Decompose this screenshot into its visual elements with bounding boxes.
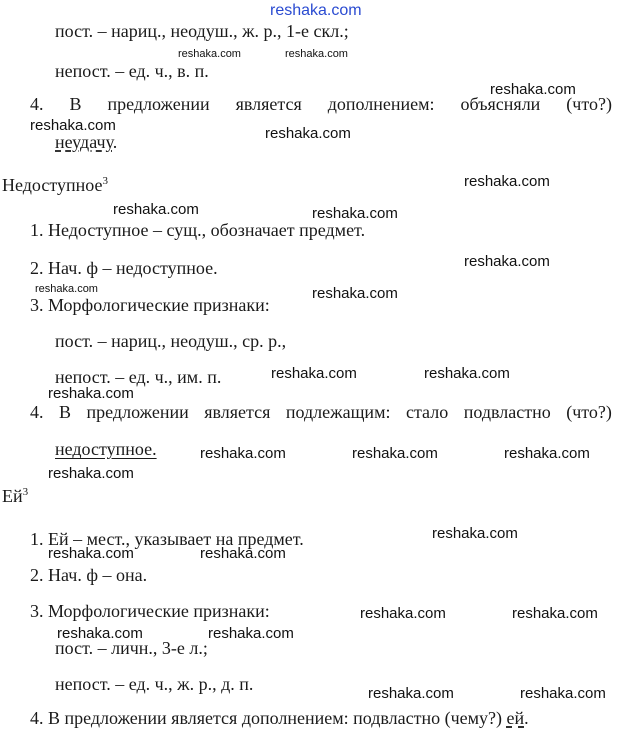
watermark: reshaka.com	[200, 445, 286, 462]
object-answer: неудачу	[55, 132, 113, 152]
watermark: reshaka.com	[200, 545, 286, 562]
watermark: reshaka.com	[490, 81, 576, 98]
watermark: reshaka.com	[30, 117, 116, 134]
item-2: 2. Нач. ф – недоступное.	[30, 258, 218, 278]
watermark: reshaka.com	[265, 125, 351, 142]
watermark: reshaka.com	[352, 445, 438, 462]
word: 4.	[30, 94, 44, 114]
word: В	[59, 402, 72, 422]
watermark: reshaka.com	[360, 605, 446, 622]
word: стало	[405, 402, 449, 422]
watermark: reshaka.com	[512, 605, 598, 622]
word: является	[204, 402, 271, 422]
watermark: reshaka.com	[504, 445, 590, 462]
item-4-answer-line: неудачу.	[55, 132, 118, 152]
item-4-sentence	[30, 401, 612, 423]
watermark: reshaka.com	[432, 525, 518, 542]
item-4-answer-line	[55, 438, 157, 460]
morph-nepost-line: непост. – ед. ч., в. п.	[55, 61, 209, 81]
item-3: 3. Морфологические признаки:	[30, 601, 270, 621]
word: (что?)	[566, 94, 612, 114]
watermark: reshaka.com	[271, 365, 357, 382]
item-1: 1. Недоступное – сущ., обозначает предмет.	[30, 220, 366, 240]
word-title: $Ей^3$	[2, 486, 29, 506]
watermark: reshaka.com	[178, 48, 241, 60]
word: дополнением:	[327, 94, 435, 114]
watermark: reshaka.com	[312, 285, 398, 302]
watermark: reshaka.com	[48, 465, 134, 482]
item-1: 1. Ей – мест., указывает на предмет.	[30, 529, 304, 549]
word: является	[235, 94, 302, 114]
watermark: reshaka.com	[48, 545, 134, 562]
morph-nepost-line: непост. – ед. ч., ж. р., д. п.	[55, 674, 254, 694]
watermark: reshaka.com	[312, 205, 398, 222]
item-3: 3. Морфологические признаки:	[30, 295, 270, 315]
morph-post-line: пост. – нариц., неодуш., ср. р.,	[55, 331, 287, 351]
watermark: reshaka.com	[368, 685, 454, 702]
item-4-sentence	[30, 93, 612, 115]
word: предложении	[86, 402, 189, 422]
word: объясняли	[460, 94, 541, 114]
watermark: reshaka.com	[464, 253, 550, 270]
word-title: Недоступное$^3$	[2, 175, 108, 195]
watermark: reshaka.com	[424, 365, 510, 382]
word: предложении	[107, 94, 210, 114]
item-4-sentence: 4. В предложении является дополнением: подвластно (чему?) ей.	[30, 708, 529, 728]
object-answer: ей	[506, 708, 525, 728]
word: В	[69, 94, 82, 114]
word: 4.	[30, 402, 44, 422]
word: (что?)	[566, 402, 612, 422]
morph-nepost-line: непост. – ед. ч., им. п.	[55, 367, 222, 387]
morph-post-line: пост. – личн., 3-е л.;	[55, 638, 208, 658]
item-2: 2. Нач. ф – она.	[30, 565, 148, 585]
header-watermark: reshaka.com	[270, 2, 362, 19]
word: подвластно	[463, 402, 551, 422]
word: подлежащим:	[285, 402, 391, 422]
subject-answer: недоступное.	[55, 439, 157, 459]
watermark: reshaka.com	[520, 685, 606, 702]
watermark: reshaka.com	[35, 283, 98, 295]
watermark: reshaka.com	[208, 625, 294, 642]
watermark: reshaka.com	[285, 48, 348, 60]
morph-post-line: пост. – нариц., неодуш., ж. р., 1-е скл.;	[55, 21, 349, 41]
watermark: reshaka.com	[113, 201, 199, 218]
watermark: reshaka.com	[464, 173, 550, 190]
watermark: reshaka.com	[48, 385, 134, 402]
watermark: reshaka.com	[57, 625, 143, 642]
